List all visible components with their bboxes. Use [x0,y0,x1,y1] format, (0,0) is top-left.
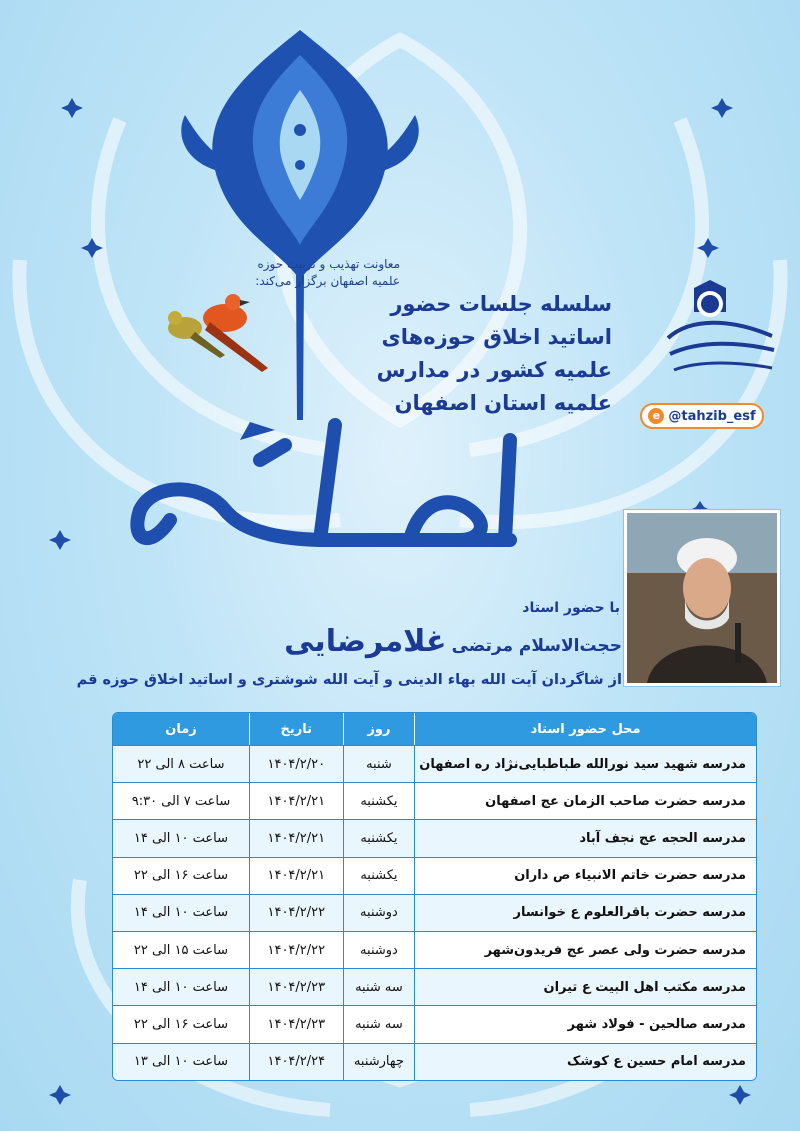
cell-time: ساعت ۱۰ الی ۱۳ [113,1043,249,1080]
cell-location: مدرسه الحجه عج نجف آباد [414,819,756,856]
cell-location: مدرسه امام حسین ع کوشک [414,1043,756,1080]
cell-location: مدرسه حضرت باقرالعلوم ع خوانسار [414,894,756,931]
cell-time: ساعت ۸ الی ۲۲ [113,745,249,782]
event-name-calligraphy [110,400,530,570]
birds-illustration [168,294,268,372]
speaker-photo [624,510,780,686]
cell-time: ساعت ۱۰ الی ۱۴ [113,968,249,1005]
cell-date: ۱۴۰۴/۲/۲۲ [249,931,343,968]
series-title-line-4: علمیه استان اصفهان [394,391,612,415]
organizer-text [140,256,400,290]
series-title-line-2: اساتید اخلاق حوزه‌های [381,325,612,349]
speaker-title: حجت‌الاسلام مرتضی [451,636,622,656]
cell-day: یکشنبه [343,819,415,856]
table-row [113,857,756,894]
table-row [113,745,756,782]
header-time: زمان [113,713,249,745]
cell-location: مدرسه حضرت ولی عصر عج فریدون‌شهر [414,931,756,968]
series-title-line-3: علمیه کشور در مدارس [376,358,612,382]
speaker-name: غلامرضایی [284,624,447,659]
cell-date: ۱۴۰۴/۲/۲۲ [249,894,343,931]
header-location: محل حضور استاد [414,713,756,745]
organizer-line-1: معاونت تهذیب و تربیت حوزه [257,257,400,271]
cell-day: چهارشنبه [343,1043,415,1080]
cell-day: سه شنبه [343,1005,415,1042]
cell-location: مدرسه حضرت خاتم الانبیاء ص داران [414,857,756,894]
cell-location: مدرسه صالحین - فولاد شهر [414,1005,756,1042]
schedule-table [112,712,757,1081]
social-handle-badge [640,403,764,429]
cell-time: ساعت ۱۵ الی ۲۲ [113,931,249,968]
cell-day: یکشنبه [343,782,415,819]
table-row [113,782,756,819]
cell-date: ۱۴۰۴/۲/۲۱ [249,819,343,856]
cell-time: ساعت ۷ الی ۹:۳۰ [113,782,249,819]
cell-location: مدرسه شهید سید نورالله طباطبایی‌نژاد ره اصفهان [414,745,756,782]
presence-label: با حضور استاد [522,600,620,616]
cell-date: ۱۴۰۴/۲/۲۳ [249,968,343,1005]
cell-date: ۱۴۰۴/۲/۲۰ [249,745,343,782]
social-handle: @tahzib_esf [668,408,756,424]
cell-day: دوشنبه [343,894,415,931]
cell-day: سه شنبه [343,968,415,1005]
cell-location: مدرسه مکتب اهل البیت ع تیران [414,968,756,1005]
social-icon: e [648,408,664,424]
cell-time: ساعت ۱۰ الی ۱۴ [113,894,249,931]
cell-day: دوشنبه [343,931,415,968]
cell-time: ساعت ۱۰ الی ۱۴ [113,819,249,856]
table-row [113,1005,756,1042]
cell-date: ۱۴۰۴/۲/۲۴ [249,1043,343,1080]
table-row [113,968,756,1005]
cell-time: ساعت ۱۶ الی ۲۲ [113,857,249,894]
cell-date: ۱۴۰۴/۲/۲۱ [249,782,343,819]
table-row [113,819,756,856]
series-title-line-1: سلسله جلسات حضور [390,292,612,316]
cell-day: یکشنبه [343,857,415,894]
header-day: روز [343,713,415,745]
speaker-portrait [627,513,777,683]
organizer-line-2: علمیه اصفهان برگزار می‌کند: [255,274,400,288]
speaker-line [284,624,622,659]
organization-logo [660,278,778,388]
table-row [113,1043,756,1080]
header-date: تاریخ [249,713,343,745]
cell-location: مدرسه حضرت صاحب الزمان عج اصفهان [414,782,756,819]
cell-date: ۱۴۰۴/۲/۲۳ [249,1005,343,1042]
speaker-background: از شاگردان آیت الله بهاء الدینی و آیت الله شوشتری و اساتید اخلاق حوزه قم [76,672,622,688]
cell-day: شنبه [343,745,415,782]
table-header-row [113,713,756,745]
cell-date: ۱۴۰۴/۲/۲۱ [249,857,343,894]
table-row [113,894,756,931]
table-row [113,931,756,968]
cell-time: ساعت ۱۶ الی ۲۲ [113,1005,249,1042]
